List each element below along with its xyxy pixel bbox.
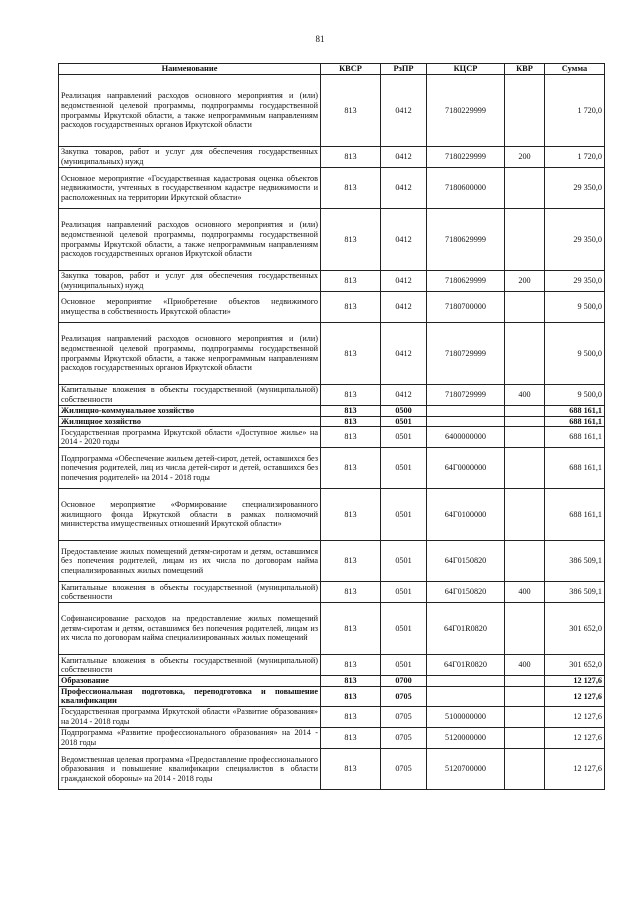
cell-kvsr: 813 — [321, 168, 381, 209]
cell-name: Основное мероприятие «Приобретение объектов недвижимого имущества в собственность Иркутской области» — [59, 292, 321, 323]
column-header-name: Наименование — [59, 64, 321, 75]
cell-rzpr: 0700 — [381, 676, 427, 687]
cell-kcsr: 7180629999 — [427, 271, 505, 292]
cell-kvr — [505, 209, 545, 271]
cell-kvsr: 813 — [321, 271, 381, 292]
cell-kcsr: 7180729999 — [427, 385, 505, 406]
page-number: 81 — [315, 34, 325, 44]
cell-kvsr: 813 — [321, 385, 381, 406]
cell-kvr — [505, 727, 545, 748]
cell-sum: 29 350,0 — [545, 168, 605, 209]
table-row — [59, 168, 605, 209]
cell-kvsr: 813 — [321, 406, 381, 417]
cell-sum: 688 161,1 — [545, 427, 605, 448]
cell-sum: 386 509,1 — [545, 541, 605, 582]
table-row — [59, 727, 605, 748]
cell-kcsr: 5120700000 — [427, 748, 505, 789]
cell-kcsr — [427, 686, 505, 706]
cell-name: Софинансирование расходов на предоставление жилых помещений детям-сиротам и детям, оставшимся без попечения родителей, лицам из их числа по договорам найма специализированных жилых помещений — [59, 603, 321, 655]
table-row — [59, 385, 605, 406]
cell-kvr — [505, 168, 545, 209]
cell-rzpr: 0412 — [381, 292, 427, 323]
cell-kvr — [505, 541, 545, 582]
cell-kcsr: 7180629999 — [427, 209, 505, 271]
cell-name: Капитальные вложения в объекты государственной (муниципальной) собственности — [59, 655, 321, 676]
cell-rzpr: 0501 — [381, 427, 427, 448]
cell-kvsr: 813 — [321, 541, 381, 582]
cell-sum: 301 652,0 — [545, 603, 605, 655]
cell-name: Закупка товаров, работ и услуг для обеспечения государственных (муниципальных) нужд — [59, 147, 321, 168]
cell-kcsr — [427, 676, 505, 687]
table-row — [59, 686, 605, 706]
cell-rzpr: 0501 — [381, 582, 427, 603]
cell-kvr — [505, 427, 545, 448]
cell-kvsr: 813 — [321, 323, 381, 385]
cell-kvr — [505, 75, 545, 147]
table-row — [59, 75, 605, 147]
cell-name: Государственная программа Иркутской области «Развитие образования» на 2014 - 2018 годы — [59, 706, 321, 727]
cell-kcsr: 7180600000 — [427, 168, 505, 209]
cell-kvr — [505, 489, 545, 541]
cell-rzpr: 0501 — [381, 603, 427, 655]
cell-kvsr: 813 — [321, 706, 381, 727]
cell-kvr: 400 — [505, 655, 545, 676]
cell-rzpr: 0412 — [381, 323, 427, 385]
cell-kvsr: 813 — [321, 209, 381, 271]
cell-rzpr: 0412 — [381, 271, 427, 292]
table-row — [59, 582, 605, 603]
table-row — [59, 489, 605, 541]
cell-kvsr: 813 — [321, 655, 381, 676]
cell-kcsr — [427, 406, 505, 417]
cell-kcsr: 6400000000 — [427, 427, 505, 448]
cell-name: Подпрограмма «Развитие профессионального образования» на 2014 - 2018 годы — [59, 727, 321, 748]
cell-sum: 688 161,1 — [545, 448, 605, 489]
cell-rzpr: 0705 — [381, 727, 427, 748]
cell-kcsr: 64Г0150820 — [427, 541, 505, 582]
cell-kcsr: 64Г01R0820 — [427, 655, 505, 676]
cell-sum: 1 720,0 — [545, 147, 605, 168]
table-row — [59, 406, 605, 417]
table-row — [59, 416, 605, 427]
cell-name: Реализация направлений расходов основного мероприятия и (или) ведомственной целевой программы, подпрограммы государственной программы Иркутской области, а также непрограммным направлениям расходов государственных органов Иркутской области — [59, 75, 321, 147]
cell-kvsr: 813 — [321, 75, 381, 147]
cell-kcsr: 5120000000 — [427, 727, 505, 748]
table-row — [59, 541, 605, 582]
cell-sum: 9 500,0 — [545, 385, 605, 406]
cell-rzpr: 0501 — [381, 541, 427, 582]
cell-kcsr: 64Г0100000 — [427, 489, 505, 541]
cell-name: Закупка товаров, работ и услуг для обеспечения государственных (муниципальных) нужд — [59, 271, 321, 292]
cell-kcsr — [427, 416, 505, 427]
table-body — [59, 75, 605, 790]
cell-kvsr: 813 — [321, 448, 381, 489]
cell-sum: 12 127,6 — [545, 686, 605, 706]
cell-sum: 12 127,6 — [545, 676, 605, 687]
table-row — [59, 292, 605, 323]
cell-sum: 386 509,1 — [545, 582, 605, 603]
cell-kvsr: 813 — [321, 676, 381, 687]
cell-rzpr: 0412 — [381, 75, 427, 147]
cell-kcsr: 7180729999 — [427, 323, 505, 385]
cell-rzpr: 0412 — [381, 385, 427, 406]
cell-kvsr: 813 — [321, 748, 381, 789]
cell-kcsr: 7180229999 — [427, 147, 505, 168]
cell-kcsr: 64Г0000000 — [427, 448, 505, 489]
table-row — [59, 427, 605, 448]
cell-name: Реализация направлений расходов основного мероприятия и (или) ведомственной целевой программы, подпрограммы государственной программы Иркутской области, а также непрограммным направлениям расходов государственных органов Иркутской области — [59, 209, 321, 271]
cell-sum: 29 350,0 — [545, 209, 605, 271]
cell-kvr — [505, 686, 545, 706]
cell-name: Жилищно-коммунальное хозяйство — [59, 406, 321, 417]
cell-kvr — [505, 706, 545, 727]
cell-kvsr: 813 — [321, 147, 381, 168]
cell-name: Капитальные вложения в объекты государственной (муниципальной) собственности — [59, 385, 321, 406]
cell-kvsr: 813 — [321, 727, 381, 748]
column-header-kcsr: КЦСР — [427, 64, 505, 75]
column-header-rzpr: РзПР — [381, 64, 427, 75]
table-row — [59, 748, 605, 789]
cell-kvr: 200 — [505, 271, 545, 292]
cell-kvsr: 813 — [321, 686, 381, 706]
column-header-kvsr: КВСР — [321, 64, 381, 75]
cell-rzpr: 0705 — [381, 748, 427, 789]
table-header-row — [59, 64, 605, 75]
cell-sum: 12 127,6 — [545, 727, 605, 748]
cell-kvr: 400 — [505, 385, 545, 406]
table-row — [59, 209, 605, 271]
cell-rzpr: 0705 — [381, 686, 427, 706]
cell-sum: 688 161,1 — [545, 416, 605, 427]
cell-kcsr: 5100000000 — [427, 706, 505, 727]
cell-kvr — [505, 603, 545, 655]
table-row — [59, 323, 605, 385]
cell-sum: 12 127,6 — [545, 748, 605, 789]
table-row — [59, 271, 605, 292]
cell-kcsr: 7180700000 — [427, 292, 505, 323]
cell-rzpr: 0501 — [381, 448, 427, 489]
cell-kvsr: 813 — [321, 292, 381, 323]
cell-kvr: 200 — [505, 147, 545, 168]
cell-kvr — [505, 748, 545, 789]
table-row — [59, 448, 605, 489]
cell-kvsr: 813 — [321, 582, 381, 603]
cell-sum: 688 161,1 — [545, 406, 605, 417]
table-row — [59, 706, 605, 727]
cell-kvsr: 813 — [321, 416, 381, 427]
cell-kvr — [505, 416, 545, 427]
cell-sum: 301 652,0 — [545, 655, 605, 676]
column-header-sum: Сумма — [545, 64, 605, 75]
cell-rzpr: 0501 — [381, 416, 427, 427]
cell-sum: 688 161,1 — [545, 489, 605, 541]
cell-name: Предоставление жилых помещений детям-сиротам и детям, оставшимся без попечения родителей, лицам из их числа по договорам найма специализированных жилых помещений — [59, 541, 321, 582]
cell-sum: 9 500,0 — [545, 292, 605, 323]
cell-kvsr: 813 — [321, 603, 381, 655]
cell-rzpr: 0412 — [381, 168, 427, 209]
cell-rzpr: 0412 — [381, 147, 427, 168]
cell-name: Профессиональная подготовка, переподготовка и повышение квалификации — [59, 686, 321, 706]
cell-kcsr: 64Г0150820 — [427, 582, 505, 603]
cell-sum: 1 720,0 — [545, 75, 605, 147]
cell-name: Подпрограмма «Обеспечение жильем детей-сирот, детей, оставшихся без попечения родителей, лиц из числа детей-сирот и детей, оставшихся без попечения родителей» на 2014 - 2018 годы — [59, 448, 321, 489]
cell-kvr: 400 — [505, 582, 545, 603]
table-row — [59, 676, 605, 687]
cell-kvr — [505, 323, 545, 385]
cell-name: Реализация направлений расходов основного мероприятия и (или) ведомственной целевой программы, подпрограммы государственной программы Иркутской области, а также непрограммным направлениям расходов государственных органов Иркутской области — [59, 323, 321, 385]
cell-kcsr: 64Г01R0820 — [427, 603, 505, 655]
cell-rzpr: 0500 — [381, 406, 427, 417]
table-row — [59, 147, 605, 168]
cell-sum: 29 350,0 — [545, 271, 605, 292]
cell-kvr — [505, 448, 545, 489]
cell-name: Капитальные вложения в объекты государственной (муниципальной) собственности — [59, 582, 321, 603]
cell-name: Основное мероприятие «Государственная кадастровая оценка объектов недвижимости, учтенных в государственном кадастре недвижимости и расположенных на территории Иркутской области» — [59, 168, 321, 209]
cell-rzpr: 0412 — [381, 209, 427, 271]
cell-name: Государственная программа Иркутской области «Доступное жилье» на 2014 - 2020 годы — [59, 427, 321, 448]
table-row — [59, 603, 605, 655]
cell-kvr — [505, 676, 545, 687]
table-row — [59, 655, 605, 676]
cell-kvr — [505, 292, 545, 323]
cell-kvsr: 813 — [321, 489, 381, 541]
cell-rzpr: 0705 — [381, 706, 427, 727]
cell-kvsr: 813 — [321, 427, 381, 448]
cell-sum: 12 127,6 — [545, 706, 605, 727]
cell-name: Образование — [59, 676, 321, 687]
cell-kcsr: 7180229999 — [427, 75, 505, 147]
cell-rzpr: 0501 — [381, 655, 427, 676]
cell-rzpr: 0501 — [381, 489, 427, 541]
cell-sum: 9 500,0 — [545, 323, 605, 385]
cell-name: Основное мероприятие «Формирование специализированного жилищного фонда Иркутской области в рамках полномочий министерства имущественных отношений Иркутской области» — [59, 489, 321, 541]
cell-kvr — [505, 406, 545, 417]
budget-table — [58, 63, 605, 790]
cell-name: Жилищное хозяйство — [59, 416, 321, 427]
cell-name: Ведомственная целевая программа «Предоставление профессионального образования и повышение квалификации специалистов в области гражданской обороны» на 2014 - 2018 годы — [59, 748, 321, 789]
column-header-kvr: КВР — [505, 64, 545, 75]
